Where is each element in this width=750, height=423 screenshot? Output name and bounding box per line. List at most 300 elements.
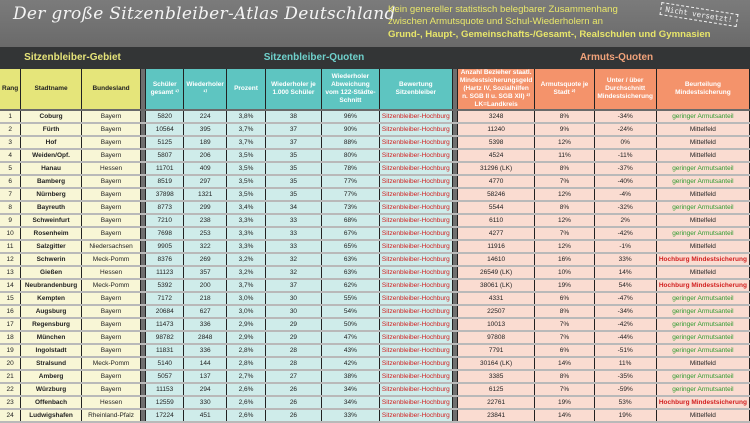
cell-je-1000: 28 (265, 357, 321, 370)
cell-bundesland: Bayern (81, 123, 140, 136)
cell-bundesland: Bayern (81, 188, 140, 201)
cell-armutsquote: 6% (535, 344, 594, 357)
cell-unter-ueber: 54% (594, 279, 656, 292)
cell-rang: 3 (0, 136, 21, 149)
cell-schueler: 5807 (146, 149, 184, 162)
cell-beurteilung: Hochburg Mindestsicherung (656, 253, 749, 266)
cell-stadtname: Rosenheim (21, 227, 82, 240)
cell-bewertung: Sitzenbleiber-Hochburg (379, 201, 452, 214)
cell-unter-ueber: -32% (594, 201, 656, 214)
cell-rang: 1 (0, 110, 21, 123)
cell-bundesland: Bayern (81, 318, 140, 331)
cell-stadtname: Nürnberg (21, 188, 82, 201)
cell-abweichung: 63% (322, 266, 380, 279)
cell-beurteilung: Mittelfeld (656, 136, 749, 149)
cell-stadtname: Schweinfurt (21, 214, 82, 227)
cell-prozent: 3,7% (227, 123, 266, 136)
cell-beurteilung: Mittelfeld (656, 409, 749, 422)
cell-unter-ueber: -44% (594, 331, 656, 344)
cell-unter-ueber: -47% (594, 292, 656, 305)
cell-stadtname: Weiden/Opf. (21, 149, 82, 162)
cell-bewertung: Sitzenbleiber-Hochburg (379, 396, 452, 409)
cell-abweichung: 77% (322, 188, 380, 201)
cell-prozent: 3,2% (227, 266, 266, 279)
cell-je-1000: 30 (265, 305, 321, 318)
cell-prozent: 2,7% (227, 370, 266, 383)
cell-prozent: 3,8% (227, 110, 266, 123)
cell-bewertung: Sitzenbleiber-Hochburg (379, 162, 452, 175)
cell-rang: 4 (0, 149, 21, 162)
table-row[interactable] (0, 292, 750, 305)
cell-je-1000: 26 (265, 409, 321, 422)
cell-beurteilung: geringer Armutsanteil (656, 344, 749, 357)
cell-beurteilung: Mittelfeld (656, 214, 749, 227)
cell-beurteilung: geringer Armutsanteil (656, 201, 749, 214)
cell-bewertung: Sitzenbleiber-Hochburg (379, 175, 452, 188)
cell-je-1000: 37 (265, 123, 321, 136)
cell-stadtname: Schwerin (21, 253, 82, 266)
cell-abweichung: 80% (322, 149, 380, 162)
cell-abweichung: 38% (322, 370, 380, 383)
cell-schueler: 8376 (146, 253, 184, 266)
cell-beurteilung: geringer Armutsanteil (656, 383, 749, 396)
table-row[interactable] (0, 175, 750, 188)
cell-unter-ueber: -24% (594, 123, 656, 136)
table-row[interactable] (0, 162, 750, 175)
cell-rang: 19 (0, 344, 21, 357)
cell-prozent: 3,5% (227, 149, 266, 162)
cell-bezieher: 6110 (457, 214, 535, 227)
cell-armutsquote: 16% (535, 253, 594, 266)
cell-wiederholer: 144 (184, 357, 227, 370)
cell-bezieher: 6125 (457, 383, 535, 396)
cell-beurteilung: Mittelfeld (656, 149, 749, 162)
cell-abweichung: 67% (322, 227, 380, 240)
cell-stadtname: Hanau (21, 162, 82, 175)
cell-bewertung: Sitzenbleiber-Hochburg (379, 214, 452, 227)
cell-beurteilung: Mittelfeld (656, 266, 749, 279)
table-body (0, 110, 750, 422)
cell-stadtname: Bamberg (21, 175, 82, 188)
cell-wiederholer: 336 (184, 344, 227, 357)
cell-prozent: 3,2% (227, 253, 266, 266)
table-row[interactable] (0, 110, 750, 123)
cell-prozent: 2,6% (227, 396, 266, 409)
table-row[interactable] (0, 383, 750, 396)
cell-bundesland: Niedersachsen (81, 240, 140, 253)
cell-bewertung: Sitzenbleiber-Hochburg (379, 240, 452, 253)
cell-rang: 10 (0, 227, 21, 240)
cell-abweichung: 96% (322, 110, 380, 123)
cell-stadtname: Regensburg (21, 318, 82, 331)
table-row[interactable] (0, 331, 750, 344)
cell-bundesland: Bayern (81, 214, 140, 227)
cell-beurteilung: geringer Armutsanteil (656, 110, 749, 123)
cell-unter-ueber: 33% (594, 253, 656, 266)
cell-abweichung: 34% (322, 396, 380, 409)
cell-schueler: 11831 (146, 344, 184, 357)
col-armutsquote[interactable]: Armutsquote je Stadt ²⁾ (535, 69, 594, 110)
cell-je-1000: 33 (265, 240, 321, 253)
cell-abweichung: 88% (322, 136, 380, 149)
cell-bundesland: Bayern (81, 344, 140, 357)
cell-stadtname: Ludwigshafen (21, 409, 82, 422)
cell-rang: 12 (0, 253, 21, 266)
cell-prozent: 3,5% (227, 162, 266, 175)
cell-bezieher: 4277 (457, 227, 535, 240)
cell-je-1000: 32 (265, 253, 321, 266)
cell-je-1000: 37 (265, 136, 321, 149)
cell-je-1000: 37 (265, 279, 321, 292)
cell-abweichung: 34% (322, 383, 380, 396)
cell-bundesland: Bayern (81, 331, 140, 344)
cell-wiederholer: 294 (184, 383, 227, 396)
cell-beurteilung: Mittelfeld (656, 188, 749, 201)
header-banner (0, 0, 750, 47)
cell-je-1000: 29 (265, 318, 321, 331)
cell-prozent: 2,8% (227, 344, 266, 357)
cell-armutsquote: 7% (535, 318, 594, 331)
cell-schueler: 17224 (146, 409, 184, 422)
cell-schueler: 8773 (146, 201, 184, 214)
cell-unter-ueber: 11% (594, 357, 656, 370)
cell-wiederholer: 299 (184, 201, 227, 214)
cell-bezieher: 22761 (457, 396, 535, 409)
cell-bezieher: 14610 (457, 253, 535, 266)
col-schueler[interactable]: Schüler gesamt ¹⁾ (146, 69, 184, 110)
cell-rang: 2 (0, 123, 21, 136)
nicht-versetzt-stamp: Nicht versetzt! (659, 2, 738, 27)
table-row[interactable] (0, 409, 750, 422)
cell-abweichung: 33% (322, 409, 380, 422)
cell-unter-ueber: -11% (594, 149, 656, 162)
cell-bewertung: Sitzenbleiber-Hochburg (379, 279, 452, 292)
cell-je-1000: 30 (265, 292, 321, 305)
cell-armutsquote: 8% (535, 305, 594, 318)
table-row[interactable] (0, 305, 750, 318)
cell-bezieher: 23841 (457, 409, 535, 422)
cell-abweichung: 47% (322, 331, 380, 344)
group-armut: Armuts-Quoten (579, 52, 654, 63)
cell-je-1000: 32 (265, 266, 321, 279)
cell-prozent: 3,3% (227, 227, 266, 240)
cell-abweichung: 50% (322, 318, 380, 331)
cell-wiederholer: 409 (184, 162, 227, 175)
cell-bezieher: 11916 (457, 240, 535, 253)
cell-prozent: 3,5% (227, 175, 266, 188)
cell-wiederholer: 253 (184, 227, 227, 240)
cell-rang: 24 (0, 409, 21, 422)
cell-bezieher: 10013 (457, 318, 535, 331)
cell-prozent: 2,6% (227, 409, 266, 422)
table-row[interactable] (0, 253, 750, 266)
cell-armutsquote: 19% (535, 396, 594, 409)
cell-bezieher: 11240 (457, 123, 535, 136)
cell-bundesland: Bayern (81, 227, 140, 240)
cell-bewertung: Sitzenbleiber-Hochburg (379, 370, 452, 383)
cell-armutsquote: 12% (535, 136, 594, 149)
cell-je-1000: 34 (265, 201, 321, 214)
cell-wiederholer: 297 (184, 175, 227, 188)
cell-beurteilung: geringer Armutsanteil (656, 305, 749, 318)
cell-prozent: 3,5% (227, 188, 266, 201)
cell-abweichung: 90% (322, 123, 380, 136)
cell-bundesland: Bayern (81, 292, 140, 305)
cell-beurteilung: geringer Armutsanteil (656, 175, 749, 188)
cell-armutsquote: 8% (535, 162, 594, 175)
cell-je-1000: 28 (265, 344, 321, 357)
cell-bezieher: 3248 (457, 110, 535, 123)
cell-je-1000: 26 (265, 396, 321, 409)
cell-schueler: 11123 (146, 266, 184, 279)
note-line-1: Kein genereller statistisch belegbarer Zusammenhang (388, 4, 618, 15)
cell-bewertung: Sitzenbleiber-Hochburg (379, 110, 452, 123)
cell-bezieher: 26549 (LK) (457, 266, 535, 279)
cell-bewertung: Sitzenbleiber-Hochburg (379, 136, 452, 149)
cell-wiederholer: 2848 (184, 331, 227, 344)
cell-je-1000: 38 (265, 110, 321, 123)
cell-prozent: 2,9% (227, 331, 266, 344)
cell-beurteilung: geringer Armutsanteil (656, 162, 749, 175)
cell-bundesland: Bayern (81, 110, 140, 123)
cell-je-1000: 35 (265, 149, 321, 162)
cell-prozent: 3,7% (227, 136, 266, 149)
cell-bundesland: Bayern (81, 305, 140, 318)
cell-abweichung: 55% (322, 292, 380, 305)
cell-schueler: 5392 (146, 279, 184, 292)
cell-schueler: 7172 (146, 292, 184, 305)
cell-stadtname: Bayreuth (21, 201, 82, 214)
cell-bewertung: Sitzenbleiber-Hochburg (379, 344, 452, 357)
cell-unter-ueber: -42% (594, 227, 656, 240)
cell-je-1000: 33 (265, 227, 321, 240)
cell-abweichung: 77% (322, 175, 380, 188)
cell-schueler: 10564 (146, 123, 184, 136)
cell-abweichung: 43% (322, 344, 380, 357)
cell-unter-ueber: 19% (594, 409, 656, 422)
cell-stadtname: Stralsund (21, 357, 82, 370)
cell-rang: 15 (0, 292, 21, 305)
cell-schueler: 5820 (146, 110, 184, 123)
cell-rang: 13 (0, 266, 21, 279)
cell-rang: 20 (0, 357, 21, 370)
cell-unter-ueber: -42% (594, 318, 656, 331)
cell-armutsquote: 12% (535, 214, 594, 227)
col-beurteilung[interactable]: Beurteilung Mindestsicherung (656, 69, 749, 110)
cell-rang: 18 (0, 331, 21, 344)
cell-wiederholer: 224 (184, 110, 227, 123)
col-bezieher[interactable]: Anzahl Bezieher staatl. Mindestsicherungsgeld (Hartz IV, Sozialhilfen n. SGB II u. SGB XII) ²⁾ LK=Landkreis (457, 69, 535, 110)
col-bundesland[interactable]: Bundesland (81, 69, 140, 110)
col-bewertung[interactable]: Bewertung Sitzenbleiber (379, 69, 452, 110)
table-row[interactable] (0, 201, 750, 214)
cell-bezieher: 97808 (457, 331, 535, 344)
cell-prozent: 3,4% (227, 201, 266, 214)
cell-wiederholer: 1321 (184, 188, 227, 201)
note-line-3: Grund-, Haupt-, Gemeinschafts-/Gesamt-, Realschulen und Gymnasien (388, 28, 711, 40)
cell-beurteilung: Hochburg Mindestsicherung (656, 396, 749, 409)
cell-stadtname: Neubrandenburg (21, 279, 82, 292)
cell-rang: 5 (0, 162, 21, 175)
cell-armutsquote: 11% (535, 149, 594, 162)
cell-bundesland: Meck-Pomm (81, 253, 140, 266)
table-row[interactable] (0, 136, 750, 149)
cell-armutsquote: 8% (535, 201, 594, 214)
cell-bundesland: Bayern (81, 201, 140, 214)
cell-bewertung: Sitzenbleiber-Hochburg (379, 357, 452, 370)
cell-unter-ueber: -40% (594, 175, 656, 188)
cell-bewertung: Sitzenbleiber-Hochburg (379, 331, 452, 344)
cell-beurteilung: Mittelfeld (656, 240, 749, 253)
cell-armutsquote: 7% (535, 175, 594, 188)
cell-rang: 16 (0, 305, 21, 318)
table-row[interactable] (0, 396, 750, 409)
cell-bezieher: 58246 (457, 188, 535, 201)
cell-je-1000: 35 (265, 175, 321, 188)
cell-rang: 17 (0, 318, 21, 331)
cell-wiederholer: 395 (184, 123, 227, 136)
table-row[interactable] (0, 344, 750, 357)
table-row[interactable] (0, 370, 750, 383)
cell-abweichung: 54% (322, 305, 380, 318)
cell-rang: 6 (0, 175, 21, 188)
cell-bezieher: 4331 (457, 292, 535, 305)
cell-armutsquote: 7% (535, 383, 594, 396)
cell-rang: 7 (0, 188, 21, 201)
cell-schueler: 7210 (146, 214, 184, 227)
cell-bewertung: Sitzenbleiber-Hochburg (379, 123, 452, 136)
cell-wiederholer: 451 (184, 409, 227, 422)
cell-schueler: 12559 (146, 396, 184, 409)
col-rang[interactable]: Rang (0, 69, 21, 110)
cell-bewertung: Sitzenbleiber-Hochburg (379, 305, 452, 318)
cell-bezieher: 38061 (LK) (457, 279, 535, 292)
cell-bundesland: Bayern (81, 136, 140, 149)
cell-beurteilung: geringer Armutsanteil (656, 292, 749, 305)
cell-armutsquote: 19% (535, 279, 594, 292)
cell-abweichung: 63% (322, 253, 380, 266)
cell-unter-ueber: 53% (594, 396, 656, 409)
cell-bezieher: 3385 (457, 370, 535, 383)
cell-je-1000: 27 (265, 370, 321, 383)
cell-stadtname: Amberg (21, 370, 82, 383)
table-row[interactable] (0, 357, 750, 370)
col-stadtname[interactable]: Stadtname (21, 69, 82, 110)
cell-armutsquote: 7% (535, 227, 594, 240)
cell-unter-ueber: -37% (594, 162, 656, 175)
cell-bundesland: Bayern (81, 383, 140, 396)
cell-wiederholer: 330 (184, 396, 227, 409)
cell-beurteilung: Hochburg Mindestsicherung (656, 279, 749, 292)
cell-prozent: 3,0% (227, 305, 266, 318)
cell-rang: 11 (0, 240, 21, 253)
cell-wiederholer: 189 (184, 136, 227, 149)
cell-unter-ueber: -51% (594, 344, 656, 357)
cell-je-1000: 26 (265, 383, 321, 396)
table-row[interactable] (0, 227, 750, 240)
cell-stadtname: Hof (21, 136, 82, 149)
table-row[interactable] (0, 279, 750, 292)
cell-bundesland: Meck-Pomm (81, 357, 140, 370)
cell-bewertung: Sitzenbleiber-Hochburg (379, 383, 452, 396)
atlas-table (0, 69, 750, 423)
table-row[interactable] (0, 149, 750, 162)
cell-bezieher: 22507 (457, 305, 535, 318)
cell-unter-ueber: -1% (594, 240, 656, 253)
table-row[interactable] (0, 123, 750, 136)
cell-armutsquote: 8% (535, 370, 594, 383)
cell-rang: 8 (0, 201, 21, 214)
cell-bewertung: Sitzenbleiber-Hochburg (379, 188, 452, 201)
cell-beurteilung: Mittelfeld (656, 357, 749, 370)
cell-schueler: 7698 (146, 227, 184, 240)
cell-schueler: 5057 (146, 370, 184, 383)
cell-unter-ueber: -4% (594, 188, 656, 201)
col-prozent[interactable]: Prozent (227, 69, 266, 110)
column-header-row (0, 69, 750, 110)
cell-armutsquote: 7% (535, 331, 594, 344)
cell-unter-ueber: -34% (594, 110, 656, 123)
cell-schueler: 20684 (146, 305, 184, 318)
cell-schueler: 11701 (146, 162, 184, 175)
group-gebiet: Sitzenbleiber-Gebiet (24, 52, 121, 63)
col-abweichung[interactable]: Wiederholer Abweichung vom 122-Städte-Schnitt (322, 69, 380, 110)
col-unter-ueber[interactable]: Unter / über Durchschnitt Mindestsicherung (594, 69, 656, 110)
cell-stadtname: Salzgitter (21, 240, 82, 253)
table-row[interactable] (0, 266, 750, 279)
cell-stadtname: Gießen (21, 266, 82, 279)
cell-je-1000: 35 (265, 188, 321, 201)
cell-schueler: 9905 (146, 240, 184, 253)
table-row[interactable] (0, 214, 750, 227)
table-row[interactable] (0, 240, 750, 253)
group-header-bar (0, 47, 750, 69)
cell-bundesland: Bayern (81, 370, 140, 383)
cell-armutsquote: 14% (535, 357, 594, 370)
cell-armutsquote: 12% (535, 188, 594, 201)
cell-schueler: 98782 (146, 331, 184, 344)
col-wiederholer[interactable]: Wiederholer ¹⁾ (184, 69, 227, 110)
cell-stadtname: München (21, 331, 82, 344)
cell-abweichung: 73% (322, 201, 380, 214)
table-row[interactable] (0, 318, 750, 331)
cell-bewertung: Sitzenbleiber-Hochburg (379, 227, 452, 240)
group-quoten: Sitzenbleiber-Quoten (263, 52, 365, 63)
cell-rang: 14 (0, 279, 21, 292)
cell-armutsquote: 12% (535, 240, 594, 253)
cell-armutsquote: 8% (535, 110, 594, 123)
cell-bundesland: Hessen (81, 162, 140, 175)
cell-je-1000: 33 (265, 214, 321, 227)
cell-rang: 9 (0, 214, 21, 227)
col-je-1000[interactable]: Wiederholer je 1.000 Schüler (265, 69, 321, 110)
cell-beurteilung: geringer Armutsanteil (656, 227, 749, 240)
cell-stadtname: Würzburg (21, 383, 82, 396)
cell-bundesland: Hessen (81, 266, 140, 279)
cell-abweichung: 65% (322, 240, 380, 253)
table-row[interactable] (0, 188, 750, 201)
cell-wiederholer: 200 (184, 279, 227, 292)
cell-abweichung: 42% (322, 357, 380, 370)
cell-abweichung: 68% (322, 214, 380, 227)
cell-wiederholer: 269 (184, 253, 227, 266)
cell-bundesland: Bayern (81, 175, 140, 188)
cell-bundesland: Hessen (81, 396, 140, 409)
cell-armutsquote: 10% (535, 266, 594, 279)
cell-bundesland: Meck-Pomm (81, 279, 140, 292)
cell-bezieher: 7791 (457, 344, 535, 357)
cell-schueler: 5125 (146, 136, 184, 149)
